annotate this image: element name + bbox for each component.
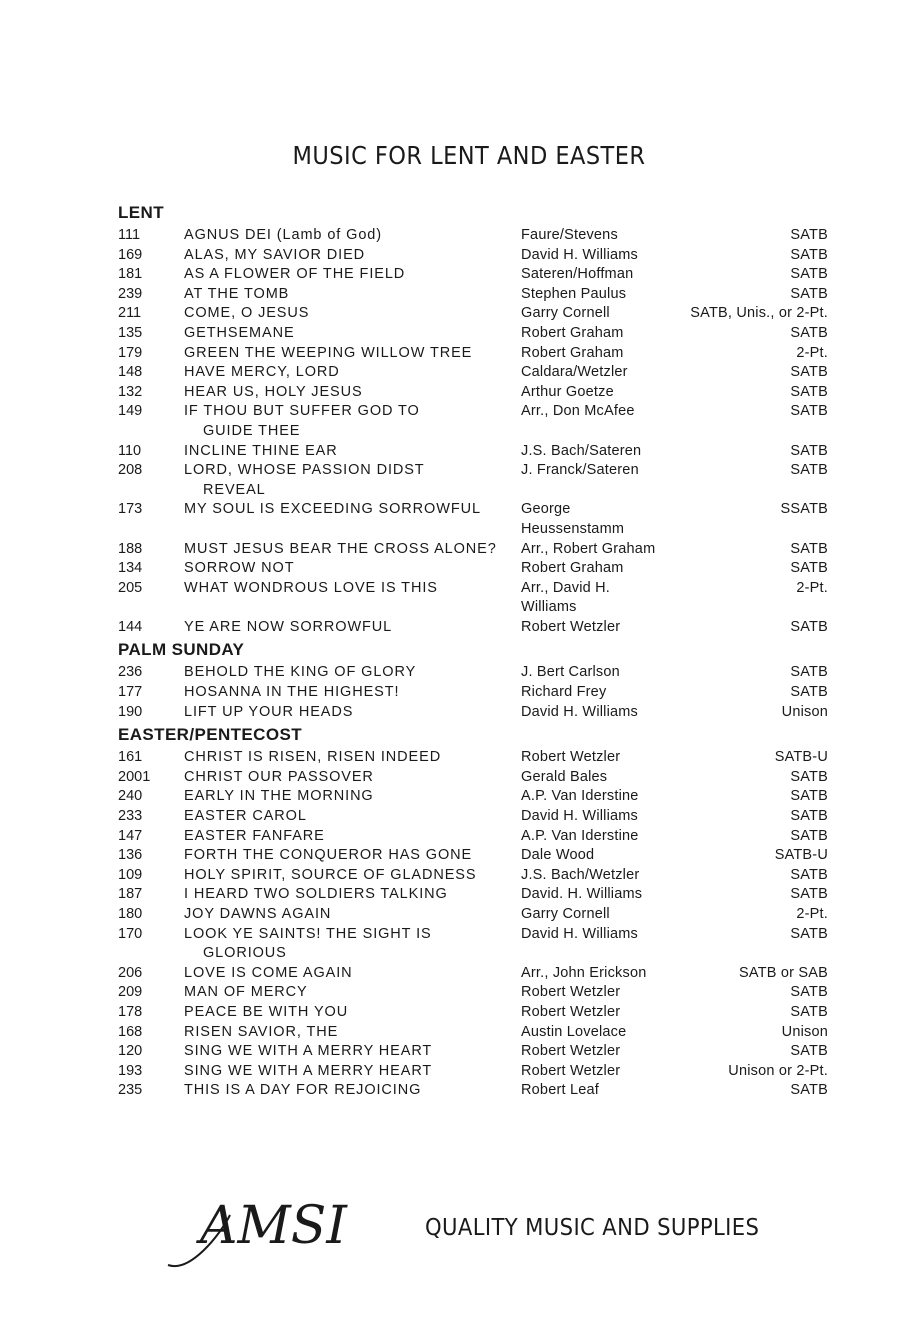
catalog-number: 110 [118,442,142,459]
catalog-number: 190 [118,703,143,720]
composer: David H. Williams [521,703,638,720]
voicing: SATB [790,866,828,883]
composer: Arr., Don McAfee [521,403,635,420]
piece-title-line: MY SOUL IS EXCEEDING SORROWFUL [184,501,481,518]
voicing: SATB or SAB [739,964,828,981]
composer: A.P. Van Iderstine [521,827,639,844]
catalog-number: 206 [118,964,143,981]
catalog-number: 169 [118,246,143,263]
piece-title-line: MAN OF MERCY [184,984,308,1001]
piece-title [184,663,521,683]
voicing: SATB [790,684,828,701]
piece-title [184,827,521,847]
amsi-logo [160,1195,360,1273]
piece-title-line: AGNUS DEI (Lamb of God) [184,227,382,243]
catalog-number: 120 [118,1043,143,1060]
section-heading: EASTER/PENTECOST [118,725,302,745]
piece-title [184,344,521,364]
composer: Stephen Paulus [521,285,627,302]
piece-title-line: LORD, WHOSE PASSION DIDST [184,462,425,479]
section-heading: LENT [118,203,164,222]
piece-title [184,768,521,788]
voicing: SATB [790,462,828,479]
piece-title [184,1023,521,1043]
catalog-row [118,383,828,403]
piece-title-line: INCLINE THINE EAR [184,442,338,459]
composer: Robert Graham [521,324,624,341]
catalog-number: 179 [118,344,143,361]
piece-title-line: CHRIST IS RISEN, RISEN INDEED [184,749,442,766]
composer: Gerald Bales [521,768,608,785]
catalog-number: 161 [118,749,143,766]
catalog-row [118,787,828,807]
piece-title [184,461,521,500]
catalog-number: 132 [118,383,143,400]
catalog-row [118,925,828,964]
catalog-number: 144 [118,618,143,635]
footer [160,1195,800,1275]
piece-title-line: CHRIST OUR PASSOVER [184,768,374,785]
catalog-row [118,461,828,500]
composer: J.S. Bach/Wetzler [521,866,640,883]
catalog-number: 109 [118,866,143,883]
catalog-row [118,324,828,344]
piece-title [184,748,521,768]
catalog-row [118,964,828,984]
piece-title-line: HAVE MERCY, LORD [184,364,340,381]
voicing: SATB [790,383,828,400]
piece-title-line: I HEARD TWO SOLDIERS TALKING [184,886,448,903]
catalog-number: 178 [118,1003,143,1020]
catalog-number: 187 [118,886,143,903]
catalog-row [118,885,828,905]
composer: Garry Cornell [521,305,610,322]
catalog-number: 239 [118,285,143,302]
catalog-number: 135 [118,324,143,341]
catalog-number: 111 [118,227,141,243]
voicing: SATB [790,246,828,263]
piece-title [184,246,521,266]
catalog-number: 147 [118,827,143,844]
piece-title [184,402,521,441]
catalog-number: 180 [118,906,143,922]
piece-title [184,925,521,964]
catalog-row [118,500,828,539]
piece-title-line: FORTH THE CONQUEROR HAS GONE [184,847,473,864]
composer: David H. Williams [521,925,638,942]
piece-title-line: LOVE IS COME AGAIN [184,964,353,981]
piece-title-line: EASTER CAROL [184,808,307,825]
piece-title [184,383,521,403]
voicing: 2-Pt. [796,344,828,361]
composer: Caldara/Wetzler [521,364,628,381]
catalog-number: 181 [118,266,143,283]
voicing: SATB [790,560,828,577]
composer: Richard Frey [521,684,607,701]
piece-title-line: MUST JESUS BEAR THE CROSS ALONE? [184,540,497,557]
composer: Robert Wetzler [521,749,621,766]
voicing: SATB [790,886,828,903]
catalog-row [118,866,828,886]
voicing: Unison [781,1023,828,1040]
voicing: SATB, Unis., or 2-Pt. [690,305,828,322]
piece-title-line: GREEN THE WEEPING WILLOW TREE [184,344,473,361]
composer: Robert Wetzler [521,1043,621,1060]
piece-title-line: COME, O JESUS [184,305,310,322]
catalog-number: 211 [118,305,142,322]
catalog-row [118,1042,828,1062]
catalog-row [118,540,828,560]
catalog-number: 233 [118,808,143,825]
composer: Robert Graham [521,560,624,577]
piece-title [184,683,521,703]
composer: David H. Williams [521,808,638,825]
catalog-number: 240 [118,788,143,805]
composer: Robert Wetzler [521,618,621,635]
composer: J.S. Bach/Sateren [521,442,642,459]
catalog-number: 236 [118,664,143,681]
piece-title [184,703,521,723]
voicing: SATB [790,266,828,283]
voicing: SATB [790,364,828,381]
piece-title-line: YE ARE NOW SORROWFUL [184,618,393,635]
catalog-row [118,285,828,305]
piece-title [184,1062,521,1082]
catalog-row [118,442,828,462]
composer: J. Franck/Sateren [521,462,639,479]
piece-title [184,618,521,638]
voicing: SATB [790,1003,828,1020]
catalog-row [118,905,828,925]
composer: Robert Graham [521,344,624,361]
voicing: SATB [790,285,828,302]
piece-title-line: AS A FLOWER OF THE FIELD [184,266,406,283]
piece-title [184,500,521,539]
piece-title-line: HOLY SPIRIT, SOURCE OF GLADNESS [184,866,477,883]
catalog-number: 209 [118,984,143,1001]
catalog-number: 134 [118,560,143,577]
catalog-row [118,703,828,723]
piece-title-line: IF THOU BUT SUFFER GOD TO [184,403,420,420]
piece-title-line: HEAR US, HOLY JESUS [184,383,363,400]
voicing: SATB [790,768,828,785]
catalog-row [118,807,828,827]
piece-title-line: EASTER FANFARE [184,827,325,844]
composer: Arr., Robert Graham [521,540,656,557]
piece-title-line: LIFT UP YOUR HEADS [184,703,354,720]
piece-title [184,964,521,984]
catalog-number: 193 [118,1062,143,1079]
piece-title-line: SING WE WITH A MERRY HEART [184,1043,433,1060]
catalog-row [118,1062,828,1082]
catalog-list [118,200,828,1101]
piece-title-continuation: REVEAL [203,481,266,498]
piece-title [184,285,521,305]
piece-title-line: AT THE TOMB [184,285,290,302]
catalog-row [118,983,828,1003]
piece-title-line: BEHOLD THE KING OF GLORY [184,664,417,681]
voicing: 2-Pt. [796,579,828,596]
composer: Arr., David H. Williams [521,579,611,616]
piece-title [184,265,521,285]
piece-title [184,363,521,383]
composer: Arr., John Erickson [521,964,647,981]
catalog-row [118,579,828,618]
voicing: SATB-U [774,847,828,864]
voicing: 2-Pt. [796,906,828,922]
piece-title [184,885,521,905]
catalog-row [118,363,828,383]
composer: Sateren/Hoffman [521,266,634,283]
piece-title [184,1081,521,1101]
voicing: SATB [790,1043,828,1060]
catalog-row [118,768,828,788]
voicing: SATB [790,664,828,681]
catalog-number: 208 [118,462,143,479]
piece-title-line: JOY DAWNS AGAIN [184,906,332,922]
voicing: SATB [790,324,828,341]
composer: Robert Wetzler [521,984,621,1001]
catalog-row [118,344,828,364]
catalog-row [118,748,828,768]
piece-title-line: LOOK YE SAINTS! THE SIGHT IS [184,925,432,942]
voicing: SATB [790,227,828,243]
piece-title-line: WHAT WONDROUS LOVE IS THIS [184,579,438,596]
composer: George Heussenstamm [521,501,625,537]
piece-title [184,983,521,1003]
piece-title-line: EARLY IN THE MORNING [184,788,374,805]
catalog-row [118,618,828,638]
catalog-row [118,246,828,266]
voicing: SATB-U [774,749,828,766]
catalog-number: 205 [118,579,143,596]
catalog-row [118,559,828,579]
piece-title-line: GETHSEMANE [184,324,295,341]
catalog-number: 170 [118,925,143,942]
voicing: SATB [790,1082,828,1099]
catalog-row [118,663,828,683]
catalog-number: 168 [118,1023,143,1040]
composer: David. H. Williams [521,886,643,903]
piece-title [184,559,521,579]
catalog-number: 177 [118,684,143,701]
piece-title-line: THIS IS A DAY FOR REJOICING [184,1082,422,1099]
voicing: SSATB [780,501,828,518]
voicing: Unison [781,703,828,720]
composer: A.P. Van Iderstine [521,788,639,805]
piece-title-line: SING WE WITH A MERRY HEART [184,1062,433,1079]
voicing: SATB [790,788,828,805]
piece-title-line: RISEN SAVIOR, THE [184,1023,339,1040]
catalog-number: 148 [118,364,143,381]
voicing: SATB [790,808,828,825]
catalog-row [118,1003,828,1023]
voicing: SATB [790,984,828,1001]
voicing: SATB [790,827,828,844]
catalog-number: 235 [118,1082,143,1099]
tagline: QUALITY MUSIC AND SUPPLIES [425,1215,760,1241]
composer: Robert Leaf [521,1082,599,1099]
composer: Robert Wetzler [521,1003,621,1020]
piece-title [184,579,521,618]
composer: Austin Lovelace [521,1023,627,1040]
voicing: Unison or 2-Pt. [728,1062,828,1079]
piece-title-line: ALAS, MY SAVIOR DIED [184,246,366,263]
catalog-number: 188 [118,540,143,557]
piece-title [184,540,521,560]
catalog-number: 136 [118,847,143,864]
catalog-row [118,304,828,324]
catalog-row [118,265,828,285]
piece-title [184,1042,521,1062]
composer: Robert Wetzler [521,1062,621,1079]
piece-title-line: PEACE BE WITH YOU [184,1003,349,1020]
composer: Faure/Stevens [521,227,618,243]
catalog-number: 149 [118,403,143,420]
piece-title-line: HOSANNA IN THE HIGHEST! [184,684,400,701]
logo-text: AMSI [200,1196,347,1256]
catalog-number: 173 [118,501,143,518]
piece-title [184,846,521,866]
voicing: SATB [790,442,828,459]
composer: Arthur Goetze [521,383,614,400]
piece-title [184,1003,521,1023]
voicing: SATB [790,403,828,420]
piece-title-line: SORROW NOT [184,560,295,577]
catalog-number: 2001 [118,768,151,785]
piece-title [184,442,521,462]
piece-title [184,807,521,827]
piece-title [184,304,521,324]
composer: Garry Cornell [521,906,610,922]
voicing: SATB [790,618,828,635]
catalog-row [118,846,828,866]
voicing: SATB [790,925,828,942]
page-title: MUSIC FOR LENT AND EASTER [292,140,646,170]
catalog-row [118,827,828,847]
piece-title [184,787,521,807]
piece-title-continuation: GUIDE THEE [203,422,301,439]
piece-title [184,324,521,344]
composer: David H. Williams [521,246,638,263]
catalog-row [118,402,828,441]
piece-title [184,905,521,925]
catalog-row [118,1081,828,1101]
piece-title-continuation: GLORIOUS [203,945,287,962]
piece-title [184,226,521,246]
section-heading: PALM SUNDAY [118,640,245,660]
catalog-row [118,683,828,703]
composer: J. Bert Carlson [521,664,620,681]
voicing: SATB [790,540,828,557]
catalog-row [118,226,828,246]
composer: Dale Wood [521,847,595,864]
piece-title [184,866,521,886]
catalog-row [118,1023,828,1043]
